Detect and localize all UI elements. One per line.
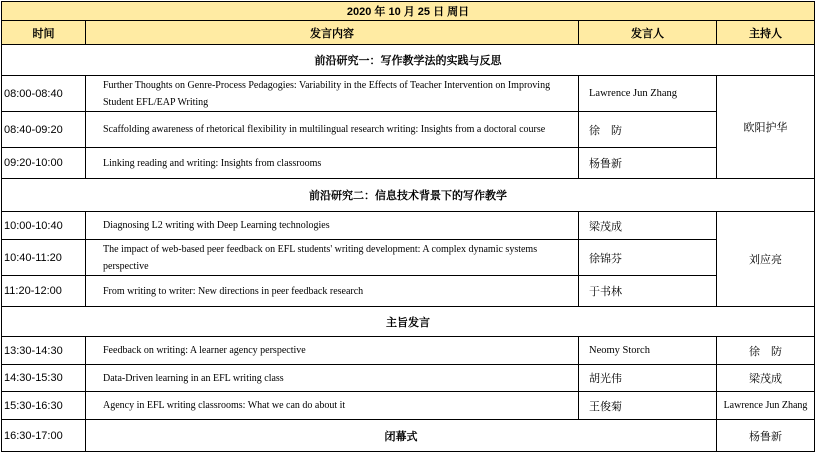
session-topic: Further Thoughts on Genre-Process Pedagogies: Variability in the Effects of Teacher Intervention on Improving Student EFL/EAP Writing xyxy=(86,76,579,112)
session-time: 16:30-17:00 xyxy=(2,420,86,452)
table-row xyxy=(2,240,815,276)
header-content: 发言内容 xyxy=(86,21,579,45)
session-topic: The impact of web-based peer feedback on EFL students' writing development: A complex dynamic systems perspective xyxy=(86,240,579,276)
session-speaker: 于书林 xyxy=(579,276,717,307)
session-topic: Agency in EFL writing classrooms: What we can do about it xyxy=(86,392,579,420)
date-row xyxy=(2,2,815,21)
session-time: 13:30-14:30 xyxy=(2,337,86,365)
header-host: 主持人 xyxy=(717,21,815,45)
session-host: 刘应亮 xyxy=(717,212,815,307)
session-topic: Linking reading and writing: Insights from classrooms xyxy=(86,148,579,179)
session-time: 09:20-10:00 xyxy=(2,148,86,179)
session-speaker: 徐 防 xyxy=(579,112,717,148)
section-title-frontier1: 前沿研究一：写作教学法的实践与反思 xyxy=(2,45,815,76)
session-time: 15:30-16:30 xyxy=(2,392,86,420)
section-title-keynote: 主旨发言 xyxy=(2,307,815,337)
table-row xyxy=(2,365,815,392)
header-speaker: 发言人 xyxy=(579,21,717,45)
session-host: 梁茂成 xyxy=(717,365,815,392)
table-row xyxy=(2,212,815,240)
session-topic: Diagnosing L2 writing with Deep Learning technologies xyxy=(86,212,579,240)
schedule-table xyxy=(1,1,815,452)
session-time: 10:00-10:40 xyxy=(2,212,86,240)
closing-ceremony: 闭幕式 xyxy=(86,420,717,452)
session-host: 欧阳护华 xyxy=(717,76,815,179)
session-speaker: 胡光伟 xyxy=(579,365,717,392)
table-row xyxy=(2,337,815,365)
session-speaker: Neomy Storch xyxy=(579,337,717,365)
date-title: 2020 年 10 月 25 日 周日 xyxy=(2,2,815,21)
table-row xyxy=(2,112,815,148)
session-time: 14:30-15:30 xyxy=(2,365,86,392)
session-host: 徐 防 xyxy=(717,337,815,365)
section-title-frontier2: 前沿研究二：信息技术背景下的写作教学 xyxy=(2,179,815,212)
session-speaker: 梁茂成 xyxy=(579,212,717,240)
session-time: 10:40-11:20 xyxy=(2,240,86,276)
session-topic: Data-Driven learning in an EFL writing class xyxy=(86,365,579,392)
table-row xyxy=(2,420,815,452)
session-topic: From writing to writer: New directions in peer feedback research xyxy=(86,276,579,307)
session-speaker: 徐锦芬 xyxy=(579,240,717,276)
session-speaker: 王俊菊 xyxy=(579,392,717,420)
section-row xyxy=(2,45,815,76)
table-row xyxy=(2,276,815,307)
session-time: 08:00-08:40 xyxy=(2,76,86,112)
session-topic: Feedback on writing: A learner agency perspective xyxy=(86,337,579,365)
table-row xyxy=(2,392,815,420)
section-row xyxy=(2,307,815,337)
session-time: 11:20-12:00 xyxy=(2,276,86,307)
section-row xyxy=(2,179,815,212)
session-host: Lawrence Jun Zhang xyxy=(717,392,815,420)
session-speaker: 杨鲁新 xyxy=(579,148,717,179)
header-row xyxy=(2,21,815,45)
session-topic: Scaffolding awareness of rhetorical flexibility in multilingual research writing: Insights from a doctoral course xyxy=(86,112,579,148)
header-time: 时间 xyxy=(2,21,86,45)
session-speaker: Lawrence Jun Zhang xyxy=(579,76,717,112)
session-time: 08:40-09:20 xyxy=(2,112,86,148)
table-row xyxy=(2,148,815,179)
session-host: 杨鲁新 xyxy=(717,420,815,452)
table-row xyxy=(2,76,815,112)
